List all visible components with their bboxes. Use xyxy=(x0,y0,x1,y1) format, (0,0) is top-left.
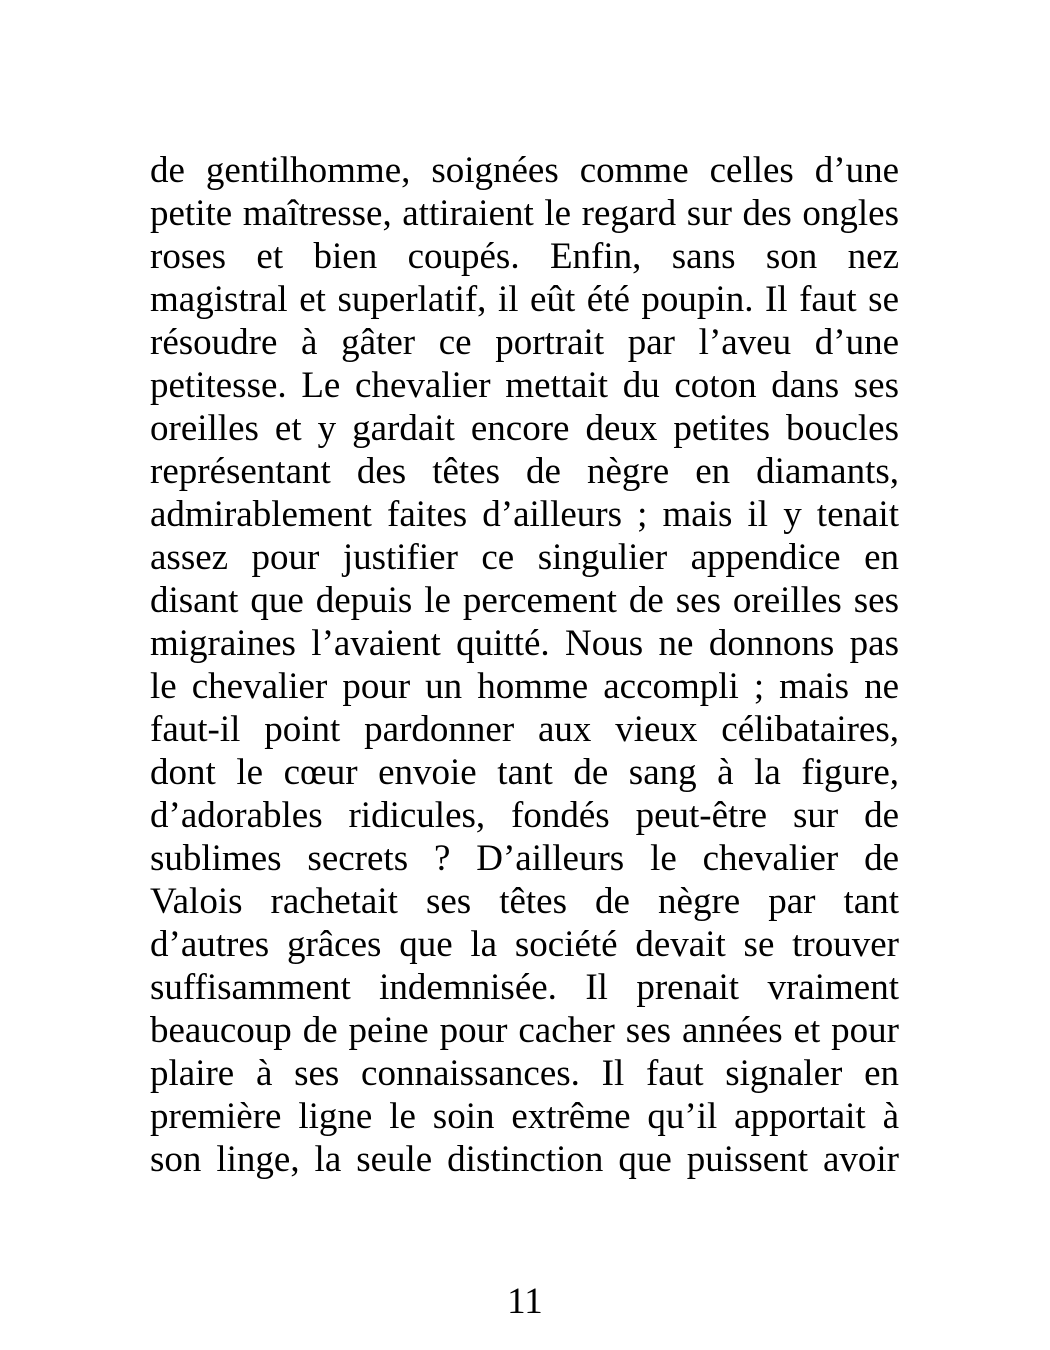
page-number: 11 xyxy=(507,1281,543,1322)
text-line: magistral et superlatif, il eût été poupin. Il faut se xyxy=(150,279,899,320)
text-line: de gentilhomme, soignées comme celles d’une xyxy=(150,150,899,191)
text-line: petitesse. Le chevalier mettait du coton dans ses xyxy=(150,365,899,406)
text-line: d’adorables ridicules, fondés peut-être sur de xyxy=(150,795,899,836)
text-line: son linge, la seule distinction que puissent avoir xyxy=(150,1139,899,1180)
text-line: faut-il point pardonner aux vieux célibataires, xyxy=(150,709,899,750)
text-line: première ligne le soin extrême qu’il apportait à xyxy=(150,1096,899,1137)
text-line: oreilles et y gardait encore deux petites boucles xyxy=(150,408,899,449)
text-line: suffisamment indemnisée. Il prenait vraiment xyxy=(150,967,899,1008)
text-line: Valois rachetait ses têtes de nègre par tant xyxy=(150,881,899,922)
text-line: d’autres grâces que la société devait se trouver xyxy=(150,924,899,965)
text-line: beaucoup de peine pour cacher ses années et pour xyxy=(150,1010,899,1051)
text-line: dont le cœur envoie tant de sang à la figure, xyxy=(150,752,899,793)
text-line: représentant des têtes de nègre en diamants, xyxy=(150,451,899,492)
text-line: roses et bien coupés. Enfin, sans son nez xyxy=(150,236,899,277)
body-text xyxy=(150,149,899,1181)
text-line: disant que depuis le percement de ses oreilles ses xyxy=(150,580,899,621)
text-line: assez pour justifier ce singulier appendice en xyxy=(150,537,899,578)
text-line: plaire à ses connaissances. Il faut signaler en xyxy=(150,1053,899,1094)
text-line: le chevalier pour un homme accompli ; mais ne xyxy=(150,666,899,707)
text-line: résoudre à gâter ce portrait par l’aveu d’une xyxy=(150,322,899,363)
text-line: migraines l’avaient quitté. Nous ne donnons pas xyxy=(150,623,899,664)
text-line: sublimes secrets ? D’ailleurs le chevalier de xyxy=(150,838,899,879)
text-line: petite maîtresse, attiraient le regard sur des ongles xyxy=(150,193,899,234)
text-line: admirablement faites d’ailleurs ; mais il y tenait xyxy=(150,494,899,535)
